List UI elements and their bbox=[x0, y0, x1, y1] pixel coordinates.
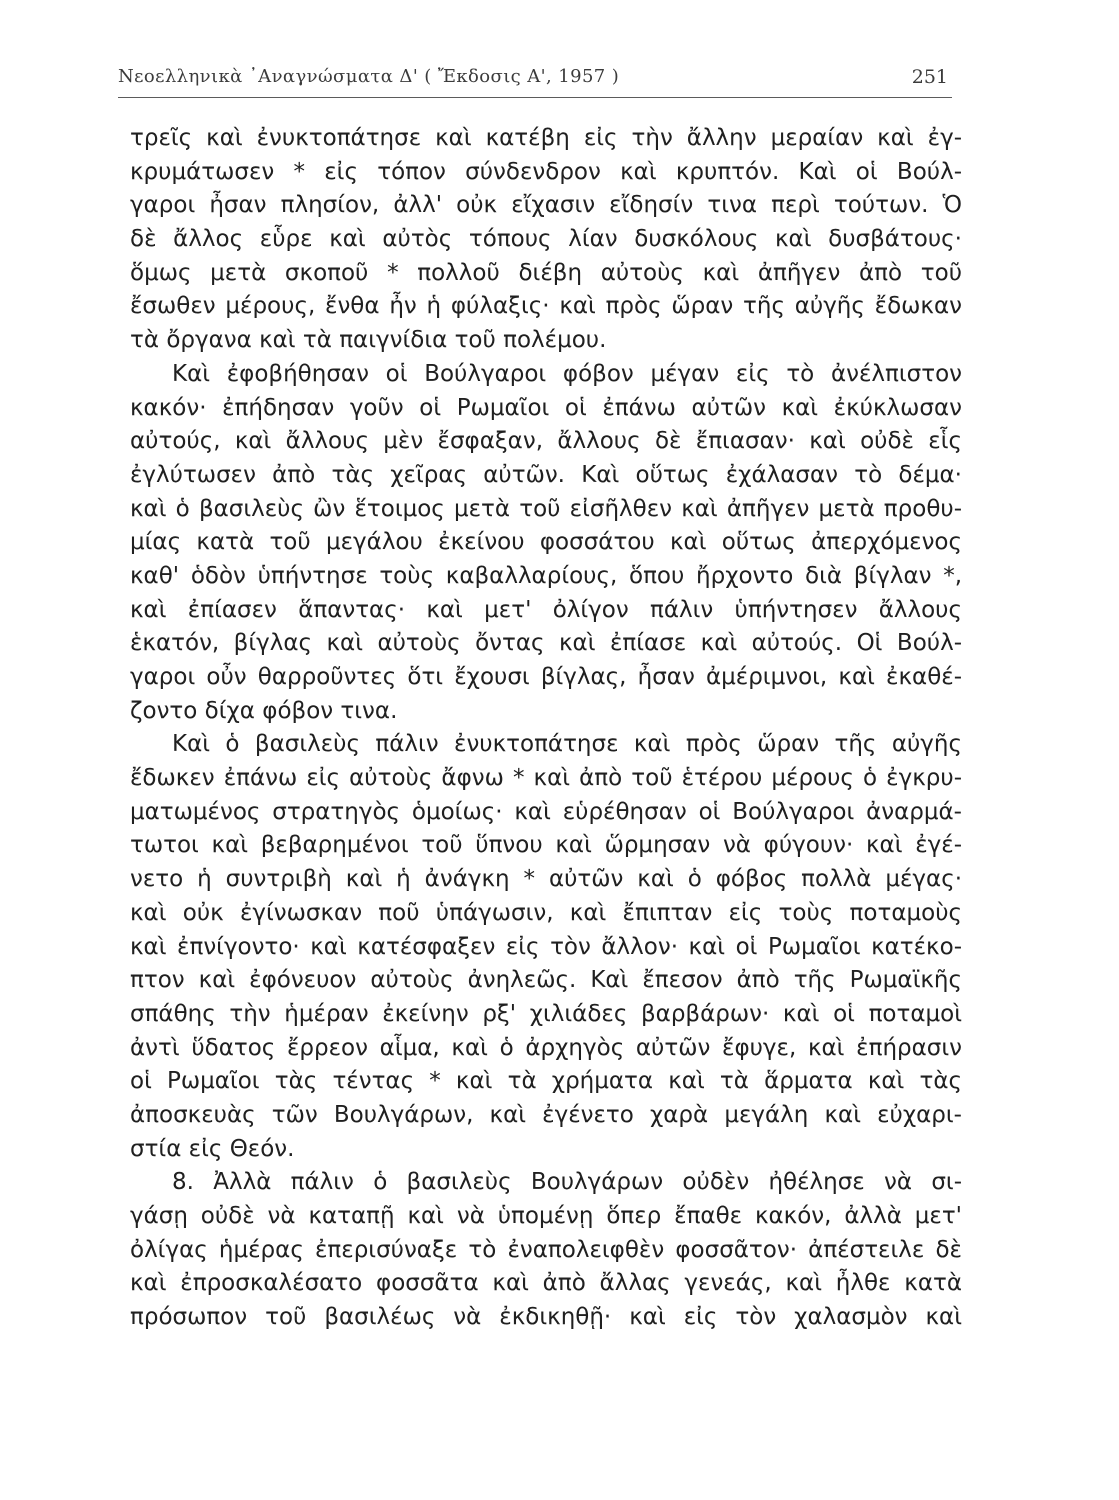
text-line: οἱ Ρωμαῖοι τὰς τέντας * καὶ τὰ χρήματα καὶ τὰ ἅρματα καὶ τὰς bbox=[130, 1068, 962, 1095]
text-line: ἔδωκεν ἐπάνω εἰς αὐτοὺς ἄφνω * καὶ ἀπὸ τοῦ ἑτέρου μέρους ὁ ἐγκρυ- bbox=[130, 765, 962, 792]
running-header bbox=[118, 66, 948, 100]
text-line: καὶ ἐπνίγοντο· καὶ κατέσφαξεν εἰς τὸν ἄλλον· καὶ οἱ Ρωμαῖοι κατέκο- bbox=[130, 933, 962, 960]
text-line: ὅμως μετὰ σκοποῦ * πολλοῦ διέβη αὐτοὺς καὶ ἀπῆγεν ἀπὸ τοῦ bbox=[130, 259, 962, 286]
paragraph-first-line: 8. Ἀλλὰ πάλιν ὁ βασιλεὺς Βουλγάρων οὐδὲν ἠθέλησε νὰ σι- bbox=[172, 1169, 962, 1196]
text-line: μίας κατὰ τοῦ μεγάλου ἐκείνου φοσσάτου καὶ οὕτως ἀπερχόμενος bbox=[130, 529, 962, 556]
text-line: ἀντὶ ὕδατος ἔρρεον αἷμα, καὶ ὁ ἀρχηγὸς αὐτῶν ἔφυγε, καὶ ἐπήρασιν bbox=[130, 1034, 962, 1061]
text-line: πρόσωπον τοῦ βασιλέως νὰ ἐκδικηθῇ· καὶ εἰς τὸν χαλασμὸν καὶ bbox=[130, 1304, 962, 1331]
text-line: πτον καὶ ἐφόνευον αὐτοὺς ἀνηλεῶς. Καὶ ἔπεσον ἀπὸ τῆς Ρωμαϊκῆς bbox=[130, 967, 962, 994]
text-line: ὀλίγας ἡμέρας ἐπερισύναξε τὸ ἐναπολειφθὲν φοσσᾶτον· ἀπέστειλε δὲ bbox=[130, 1236, 962, 1263]
text-line: τωτοι καὶ βεβαρημένοι τοῦ ὕπνου καὶ ὥρμησαν νὰ φύγουν· καὶ ἐγέ- bbox=[130, 832, 962, 859]
text-line: καὶ ἐπίασεν ἅπαντας· καὶ μετ' ὀλίγον πάλιν ὑπήντησεν ἄλλους bbox=[130, 596, 962, 623]
text-line: ματωμένος στρατηγὸς ὁμοίως· καὶ εὑρέθησαν οἱ Βούλγαροι ἀναρμά- bbox=[130, 798, 962, 825]
text-line: στία εἰς Θεόν. bbox=[130, 1135, 295, 1162]
text-line: γαροι ἦσαν πλησίον, ἀλλ' οὐκ εἴχασιν εἴδησίν τινα περὶ τούτων. Ὁ bbox=[130, 192, 962, 219]
page-number: 251 bbox=[911, 66, 948, 88]
text-line: ἀποσκευὰς τῶν Βουλγάρων, καὶ ἐγένετο χαρὰ μεγάλη καὶ εὐχαρι- bbox=[130, 1101, 962, 1128]
text-line: αὐτούς, καὶ ἄλλους μὲν ἔσφαξαν, ἄλλους δὲ ἔπιασαν· καὶ οὐδὲ εἷς bbox=[130, 428, 962, 455]
text-line: καθ' ὁδὸν ὑπήντησε τοὺς καβαλλαρίους, ὅπου ἤρχοντο διὰ βίγλαν *, bbox=[130, 562, 962, 589]
text-line: γαροι οὖν θαρροῦντες ὅτι ἔχουσι βίγλας, ἦσαν ἀμέριμνοι, καὶ ἐκαθέ- bbox=[130, 664, 962, 690]
header-rule bbox=[118, 97, 952, 98]
body-text bbox=[130, 122, 962, 1335]
text-line: καὶ ἐπροσκαλέσατο φοσσᾶτα καὶ ἀπὸ ἄλλας γενεάς, καὶ ἦλθε κατὰ bbox=[130, 1270, 962, 1297]
text-line: καὶ ὁ βασιλεὺς ὢν ἕτοιμος μετὰ τοῦ εἰσῆλθεν καὶ ἀπῆγεν μετὰ προθυ- bbox=[130, 495, 962, 522]
text-line: ἑκατόν, βίγλας καὶ αὐτοὺς ὄντας καὶ ἐπίασε καὶ αὐτούς. Οἱ Βούλ- bbox=[130, 630, 962, 657]
text-line: ἔσωθεν μέρους, ἔνθα ἦν ἡ φύλαξις· καὶ πρὸς ὥραν τῆς αὐγῆς ἔδωκαν bbox=[130, 293, 962, 320]
text-line: σπάθης τὴν ἡμέραν ἐκείνην ρξ' χιλιάδες βαρβάρων· καὶ οἱ ποταμοὶ bbox=[130, 1000, 962, 1027]
text-line: ζοντο δίχα φόβον τινα. bbox=[130, 697, 398, 724]
paragraph-first-line: Καὶ ἐφοβήθησαν οἱ Βούλγαροι φόβον μέγαν εἰς τὸ ἀνέλπιστον bbox=[172, 360, 962, 387]
text-line: τρεῖς καὶ ἐνυκτοπάτησε καὶ κατέβη εἰς τὴν ἄλλην μεραίαν καὶ ἐγ- bbox=[130, 125, 962, 151]
text-line: κρυμάτωσεν * εἰς τόπον σύνδενδρον καὶ κρυπτόν. Καὶ οἱ Βούλ- bbox=[130, 158, 962, 185]
text-line: κακόν· ἐπήδησαν γοῦν οἱ Ρωμαῖοι οἱ ἐπάνω αὐτῶν καὶ ἐκύκλωσαν bbox=[130, 394, 962, 421]
text-line: καὶ οὐκ ἐγίνωσκαν ποῦ ὑπάγωσιν, καὶ ἔπιπταν εἰς τοὺς ποταμοὺς bbox=[130, 899, 962, 926]
text-line: νετο ἡ συντριβὴ καὶ ἡ ἀνάγκη * αὐτῶν καὶ ὁ φόβος πολλὰ μέγας· bbox=[130, 866, 962, 893]
running-header-title: Νεοελληνικὰ ᾿Αναγνώσματα Δ' ( Ἔκδοσις Α', 1957 ) bbox=[118, 66, 620, 87]
paragraph-first-line: Καὶ ὁ βασιλεὺς πάλιν ἐνυκτοπάτησε καὶ πρὸς ὥραν τῆς αὐγῆς bbox=[172, 731, 962, 758]
text-line: δὲ ἄλλος εὗρε καὶ αὐτὸς τόπους λίαν δυσκόλους καὶ δυσβάτους· bbox=[130, 226, 962, 253]
text-line: τὰ ὄργανα καὶ τὰ παιγνίδια τοῦ πολέμου. bbox=[130, 327, 607, 354]
text-line: ἐγλύτωσεν ἀπὸ τὰς χεῖρας αὐτῶν. Καὶ οὕτως ἐχάλασαν τὸ δέμα· bbox=[130, 461, 962, 488]
text-line: γάσῃ οὐδὲ νὰ καταπῇ καὶ νὰ ὑπομένῃ ὅπερ ἔπαθε κακόν, ἀλλὰ μετ' bbox=[130, 1203, 962, 1229]
